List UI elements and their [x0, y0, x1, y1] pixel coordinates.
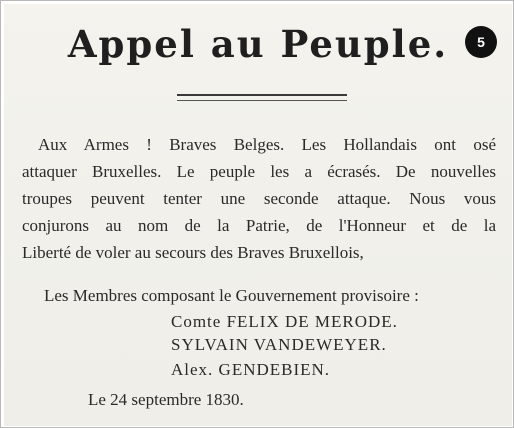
paragraph-line-2: attaquer Bruxelles. Le peuple les a écrasés. De nouvelles — [22, 162, 496, 181]
signatory-gendebien: Alex. GENDEBIEN. — [171, 360, 331, 379]
signatories-heading: Les Membres composant le Gouvernement provisoire : — [44, 286, 419, 305]
proclamation-document — [4, 4, 512, 426]
signatory-vandeweyer: SYLVAIN VANDEWEYER. — [171, 335, 387, 354]
page-number-badge: 5 — [465, 26, 497, 58]
title-rule-thin — [177, 100, 347, 101]
paragraph-line-4: conjurons au nom de la Patrie, de l'Honneur et de la — [22, 216, 496, 235]
paragraph-line-3: troupes peuvent tenter une seconde attaque. Nous vous — [22, 189, 496, 208]
paragraph-line-1: Aux Armes ! Braves Belges. Les Hollandais ont osé — [38, 135, 496, 154]
title-rule-thick — [177, 94, 347, 96]
document-title: Appel au Peuple. — [67, 22, 449, 66]
paragraph-line-5: Liberté de voler au secours des Braves Bruxellois, — [22, 243, 364, 262]
date-line: Le 24 septembre 1830. — [88, 390, 244, 409]
signatory-merode: Comte FELIX DE MERODE. — [171, 312, 398, 331]
